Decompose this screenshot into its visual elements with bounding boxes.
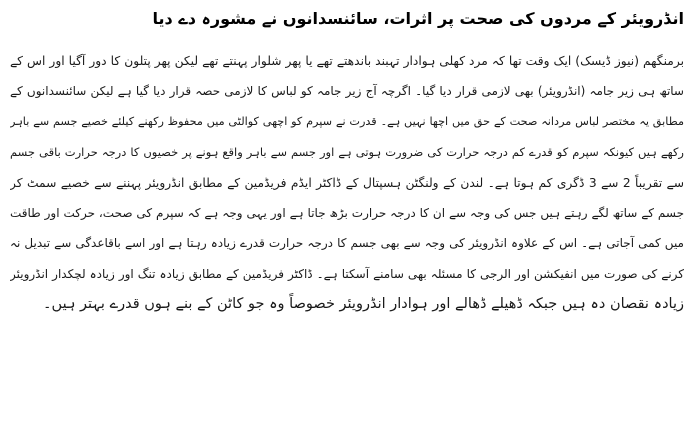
article-headline: انڈرویئر کے مردوں کی صحت پر اثرات، سائنسدانوں نے مشورہ دے دیا (152, 9, 684, 28)
article-body (10, 46, 684, 320)
article-body-line: ساتھ ہی زیر جامہ (انڈرویئر) بھی لازمی قرار دیا گیا۔ اگرچہ آج زیر جامہ کو لباس کا لازمی حصہ قرار دیا گیا ہے لیکن سائنسدانوں کے (10, 84, 684, 99)
article-body-line: جسم کے ساتھ لگے رہتے ہیں جس کی وجہ سے ان کا درجہ حرارت بڑھ جاتا ہے اور یہی وجہ ہے کہ سپرم کی صحت، حرکت اور طاقت (10, 205, 684, 220)
article-body-line: برمنگھم (نیوز ڈیسک) ایک وقت تھا کہ مرد کھلی ہوادار تہبند باندھتے تھے یا پھر شلوار پہنتے تھے لیکن پھر پتلون کا دور آگیا اور اس کے (10, 54, 684, 68)
article-body-line: رکھے ہیں کیونکہ سپرم کو قدرے کم درجہ حرارت کی ضرورت ہوتی ہے اور جسم سے باہر واقع ہونے پر خصیوں کا درجہ حرارت باقی جسم (10, 145, 684, 160)
article-body-line: سے تقریباً 2 سے 3 ڈگری کم ہوتا ہے۔ لندن کے ولنگٹن ہسپتال کے ڈاکٹر ایڈم فریڈمین کے مطابق انڈرویئر پہننے سے خصیے سمٹ کر (10, 175, 684, 190)
article-body-line: مطابق یہ مختصر لباس مردانہ صحت کے حق میں اچھا نہیں ہے۔ قدرت نے سپرم کو اچھی کوالٹی میں محفوظ رکھنے کیلئے خصیے جسم سے باہر (10, 114, 684, 128)
article-body-line: زیادہ نقصان دہ ہیں جبکہ ڈھیلے ڈھالے اور ہوادار انڈرویئر خصوصاً وہ جو کاٹن کے بنے ہوں قدرے بہتر ہیں۔ (43, 296, 684, 313)
article-body-line: کرنے کی صورت میں انفیکشن اور الرجی کا مسئلہ بھی سامنے آسکتا ہے۔ ڈاکٹر فریڈمین کے مطابق زیادہ تنگ اور زیادہ لچکدار انڈرویئر (10, 266, 684, 281)
article-body-line: میں کمی آجاتی ہے۔ اس کے علاوہ انڈرویئر کی وجہ سے بھی جسم کا درجہ حرارت قدرے زیادہ رہتا ہے اور اسے باقاعدگی سے تبدیل نہ (10, 236, 684, 251)
